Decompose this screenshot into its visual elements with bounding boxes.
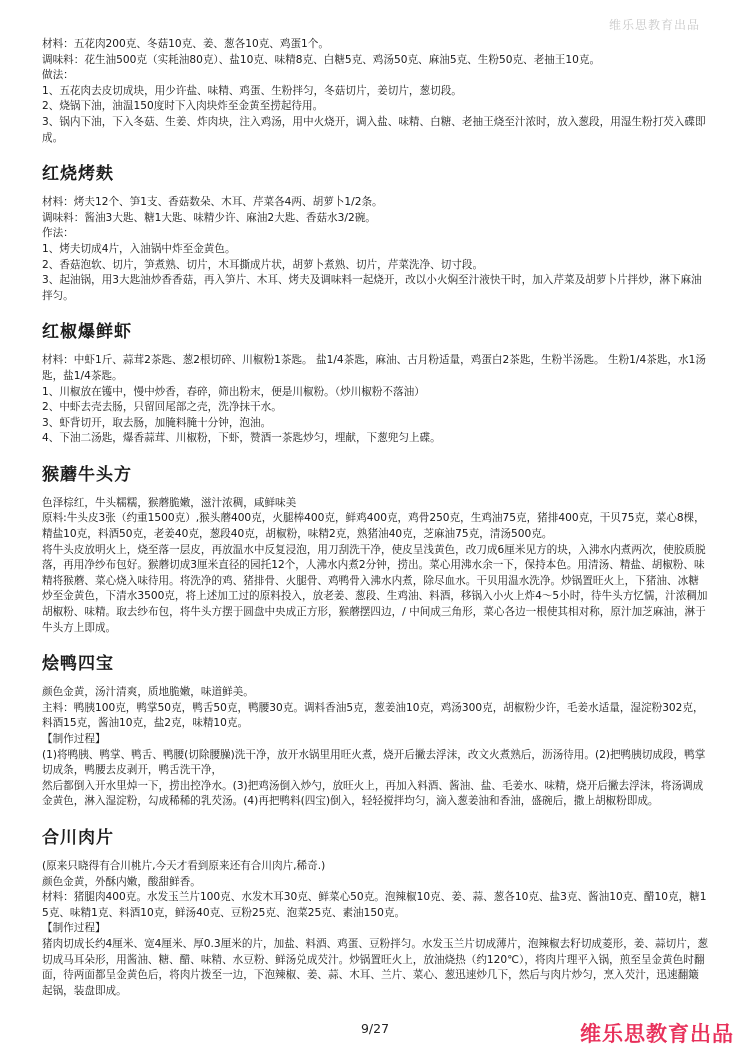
text-line: 【制作过程】 — [42, 733, 106, 745]
recipe-section — [42, 653, 708, 810]
text-line: 3、虾背切开，取去肠，加腌料腌十分钟，泡油。 — [42, 416, 272, 429]
text-line: 色泽棕红，牛头糯糯，猴蘑脆嫩，滋汁浓稠，咸鲜味美 — [42, 496, 297, 509]
text-line: 3、起油锅，用3大匙油炒香香菇，再入笋片、木耳、烤夫及调味料一起烧开，改以小火焖至汁液快干时，加入芹菜及胡萝卜片拌炒，淋下麻油拌匀。 — [42, 274, 702, 302]
recipe-section — [42, 321, 708, 447]
intro-block — [42, 37, 708, 146]
watermark-top: 维乐思教育出品 — [608, 18, 700, 32]
recipe-title: 猴蘑牛头方 — [42, 464, 132, 485]
text-line: 作法： — [42, 227, 74, 240]
text-line: 1、川椒放在镬中，慢中炒香，春碎，筛出粉末，便是川椒粉。（炒川椒粉不落油） — [42, 385, 425, 398]
text-line: 调味料：酱油3大匙、糖1大匙、味精少许、麻油2大匙、香菇水3/2碗。 — [42, 211, 376, 224]
text-line: 1、五花肉去皮切成块，用少许盐、味精、鸡蛋、生粉拌匀，冬菇切片，姜切片，葱切段。 — [42, 84, 462, 97]
text-line: 将牛头皮放明火上，烧至落一层皮，再放温水中反复浸泡，用刀刮洗干净，使皮呈浅黄色，改刀成6厘米见方的块，入沸水内煮两次，使胶质脱落，再用净纱布包好。猴蘑切成3厘米直径的园托12个，人沸水内煮2分钟，捞出。菜心用沸水余一下，保持本色。用清汤、精盐、胡椒粉、味精将猴蘑、菜心烧入味待用。将洗净的鸡、猪排骨、火腿骨、鸡鸭骨入沸水内煮，除尽血水。干贝用温水洗净。炒锅置旺火上，下猪油、冰糖炒至金黄色，下清水3500克，将上述加工过的原料投入，放老姜、葱段、生鸡油、料酒，移锅入小火上炸4～5小时，待牛头方忆懦，汁浓稠加胡椒粉、味精。取去纱布包，将牛头方摆于圆盘中央成正方形，猴蘑摆四边，/ 中间成三角形，菜心各边一根使其相对称，原汁加芝麻油，淋于牛头方上即成。 — [42, 543, 708, 634]
text-line: 材料：猪腿肉400克。水发玉兰片100克、水发木耳30克、鲜菜心50克。泡辣椒10克、姜、蒜、葱各10克、盐3克、酱油10克、醋10克，糖15克、味精1克、料酒10克，鲜汤40克、豆粉25克、泡菜25克、素油150克。 — [42, 891, 707, 919]
text-line: 主料：鸭胰100克，鸭掌50克，鸭舌50克，鸭腰30克。调料香油5克，葱姜油10克，鸡汤300克，胡椒粉少许，毛姜水适量，湿淀粉302克，料酒15克，酱油10克，盐2克，味精10克。 — [42, 701, 704, 730]
recipe-section — [42, 827, 708, 999]
recipe-title: 合川肉片 — [42, 827, 114, 848]
recipe-title: 红椒爆鲜虾 — [42, 322, 132, 343]
recipe-title: 烩鸭四宝 — [42, 654, 114, 675]
page-number: 9/27 — [360, 1021, 390, 1036]
text-line: 2、香菇泡软、切片，笋煮熟、切片，木耳撕成片状，胡萝卜煮熟、切片，芹菜洗净、切寸段。 — [42, 258, 484, 271]
text-line: 颜色金黄，汤汁清爽，质地脆嫩，味道鲜美。 — [42, 686, 254, 699]
text-line: (原来只晓得有合川桃片,今天才看到原来还有合川肉片,稀奇.) — [42, 859, 326, 872]
text-line: 1、烤夫切成4片，入油锅中炸至金黄色。 — [42, 242, 236, 255]
text-line: (1)将鸭胰、鸭掌、鸭舌、鸭腰(切除腰臊)洗干净，放开水锅里用旺火煮，烧开后撇去浮沫，改文火煮熟后，沥汤待用。(2)把鸭胰切成段，鸭掌切成条，鸭腰去皮剥开，鸭舌洗干净， — [42, 748, 706, 777]
text-line: 【制作过程】 — [42, 922, 106, 935]
text-line: 4、下油二汤匙，爆香蒜茸、川椒粉，下虾，赞酒一茶匙炒匀，埋献，下葱兜匀上碟。 — [42, 432, 441, 445]
text-line: 2、中虾去壳去肠，只留回尾部之壳，洗净抹干水。 — [42, 401, 282, 414]
text-line: 2、烧锅下油，油温150度时下入肉块炸至金黄至捞起待用。 — [42, 100, 324, 113]
text-line: 原料:牛头皮3张（约重1500克）,猴头蘑400克，火腿棒400克，鲜鸡400克，鸡骨250克，生鸡油75克，猪排400克，干贝75克，菜心8棵，精盐10克，料酒50克，老姜40克，葱段40克，胡椒粉，味精2克，熟猪油40克，芝麻油75克，清汤500克。 — [42, 512, 705, 541]
text-line: 做法： — [42, 69, 74, 82]
text-line: 材料：中虾1斤、蒜茸2茶匙、葱2根切碎、川椒粉1茶匙。 盐1/4茶匙，麻油、古月粉适量，鸡蛋白2茶匙，生粉半汤匙。 生粉1/4茶匙，水1汤匙，盐1/4茶匙。 — [42, 354, 706, 382]
watermark-bottom: 维乐思教育出品 — [580, 1022, 734, 1046]
recipe-section — [42, 163, 708, 304]
text-line: 材料：烤夫12个、笋1支、香菇数朵、木耳、芹菜各4两、胡萝卜1/2条。 — [42, 196, 383, 209]
text-line: 调味料：花生油500克（实耗油80克）、盐10克、味精8克、白糖5克、鸡汤50克、麻油5克、生粉50克、老抽王10克。 — [42, 53, 601, 66]
text-line: 然后都倒入开水里焯一下，捞出控净水。(3)把鸡汤倒入炒勺，放旺火上，再加入料酒、酱油、盐、毛姜水、味精，烧开后撇去浮沫，将汤调成金黄色，淋入湿淀粉，勾成稀稀的乳芡汤。(4)再把鸭料(四宝)倒入，轻轻搅拌均匀，滴入葱姜油和香油，盛碗后，撒上胡椒粉即成。 — [42, 779, 704, 808]
text-line: 3、锅内下油，下入冬菇、生姜、炸肉块，注入鸡汤，用中火烧开，调入盐、味精、白糖、老抽王烧至汁浓时，放入葱段，用湿生粉打芡入碟即成。 — [42, 115, 706, 144]
text-line: 颜色金黄，外酥内嫩，酸甜鲜香。 — [42, 875, 201, 888]
text-line: 材料：五花肉200克、冬菇10克、姜、葱各10克、鸡蛋1个。 — [42, 38, 329, 50]
recipe-section — [42, 464, 708, 636]
text-line: 猪肉切成长约4厘米、宽4厘米、厚0.3厘米的片，加盐、料酒、鸡蛋、豆粉拌匀。水发玉兰片切成薄片，泡辣椒去籽切成菱形，姜、蒜切片，葱切成马耳朵形，用酱油、糖、醋、味精、水豆粉、鲜汤兑成芡汁。炒锅置旺火上，放油烧热（约120℃），将肉片理平入锅，煎至呈金黄色时翻面，待两面都呈金黄色后，将肉片拨至一边，下泡辣椒、姜、蒜、木耳、兰片、菜心、葱迅速炒几下，然后与肉片炒匀，烹入芡汁，迅速翻簸起锅，装盘即成。 — [42, 937, 708, 997]
recipe-title: 红烧烤麸 — [42, 164, 114, 185]
document-body — [42, 37, 708, 999]
